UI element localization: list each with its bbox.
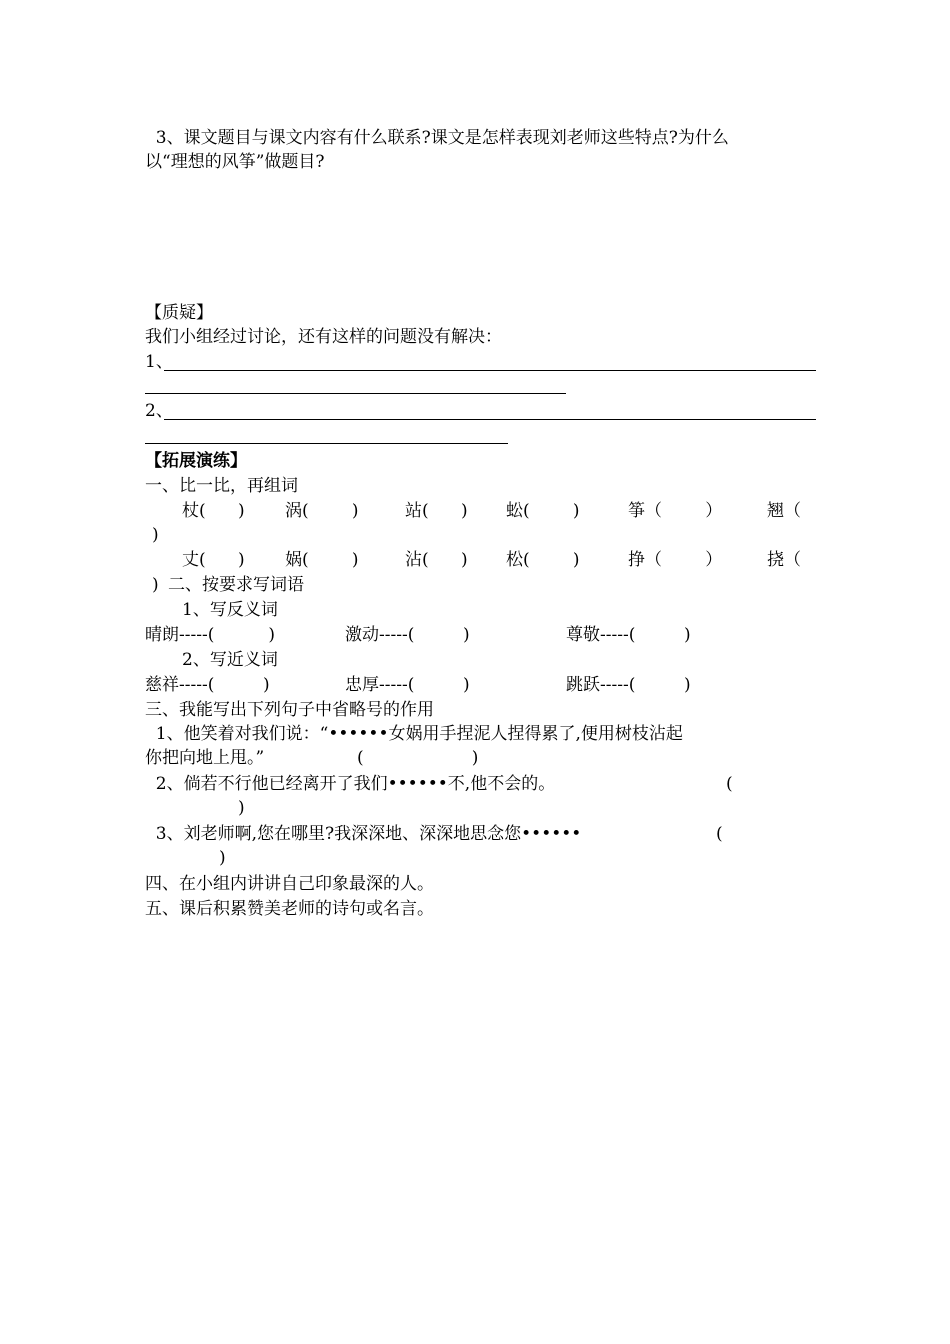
zhiyi-item-1-blank-line-2[interactable]	[145, 393, 566, 394]
compare-item: 筝（ ）	[628, 501, 723, 521]
antonym-item: 晴朗-----( )	[145, 625, 276, 645]
compare-item: 挣（ ）	[628, 550, 723, 570]
compare-item: 松( )	[506, 550, 580, 570]
ellipsis-item-2-open-paren: (	[726, 774, 733, 794]
compare-item: 涡( )	[285, 501, 359, 521]
section-2-title: 二、按要求写词语	[168, 575, 304, 595]
ellipsis-item-1-line-2: 你把向地上甩。”	[145, 748, 265, 768]
section-1-title: 一、比一比，再组词	[145, 476, 298, 496]
zhiyi-item-1-label: 1、	[145, 352, 173, 372]
section-4: 四、在小组内讲讲自己印象最深的人。	[145, 874, 434, 894]
synonym-item: 忠厚-----( )	[345, 675, 470, 695]
ellipsis-item-1-line-1: 1、他笑着对我们说：“••••••女娲用手捏泥人捏得累了,便用树枝沾起	[145, 724, 683, 744]
ellipsis-item-2-close-paren: )	[238, 798, 245, 818]
compare-item: 丈( )	[182, 550, 245, 570]
ellipsis-item-3-line-1: 3、刘老师啊,您在哪里?我深深地、深深地思念您••••••	[145, 824, 582, 844]
zhiyi-item-2-label: 2、	[145, 401, 173, 421]
synonym-item: 跳跃-----( )	[566, 675, 691, 695]
synonym-subtitle: 2、写近义词	[182, 650, 278, 670]
section-5: 五、课后积累赞美老师的诗句或名言。	[145, 899, 434, 919]
ellipsis-item-2-line-1: 2、倘若不行他已经离开了我们••••••不,他不会的。	[145, 774, 556, 794]
antonym-subtitle: 1、写反义词	[182, 600, 278, 620]
antonym-item: 激动-----( )	[345, 625, 470, 645]
compare-item: 站( )	[405, 501, 468, 521]
zhiyi-item-2-blank-line[interactable]	[164, 419, 816, 420]
compare-item: 沾( )	[405, 550, 468, 570]
synonym-item: 慈祥-----( )	[145, 675, 270, 695]
section-3-title: 三、我能写出下列句子中省略号的作用	[145, 700, 434, 720]
tuozhan-heading: 【拓展演练】	[145, 451, 247, 471]
compare-item-wrap: )	[152, 525, 159, 545]
compare-item: 蚣( )	[506, 501, 580, 521]
compare-item: 杖( )	[182, 501, 245, 521]
ellipsis-item-3-close-paren: )	[219, 848, 226, 868]
zhiyi-item-2-blank-line-2[interactable]	[145, 443, 508, 444]
compare-item: 翘（	[767, 501, 801, 521]
question-3-line-1: 3、课文题目与课文内容有什么联系?课文是怎样表现刘老师这些特点?为什么	[145, 128, 729, 148]
compare-item-wrap: )	[152, 575, 159, 595]
compare-item: 挠（	[767, 550, 801, 570]
ellipsis-item-3-open-paren: (	[716, 824, 723, 844]
zhiyi-heading: 【质疑】	[145, 303, 213, 323]
compare-item: 娲( )	[285, 550, 359, 570]
zhiyi-item-1-blank-line[interactable]	[164, 370, 816, 371]
question-3-line-2: 以“理想的风筝”做题目?	[145, 152, 325, 172]
ellipsis-item-1-answer: ( )	[357, 748, 479, 768]
zhiyi-intro: 我们小组经过讨论，还有这样的问题没有解决：	[145, 327, 502, 347]
antonym-item: 尊敬-----( )	[566, 625, 691, 645]
